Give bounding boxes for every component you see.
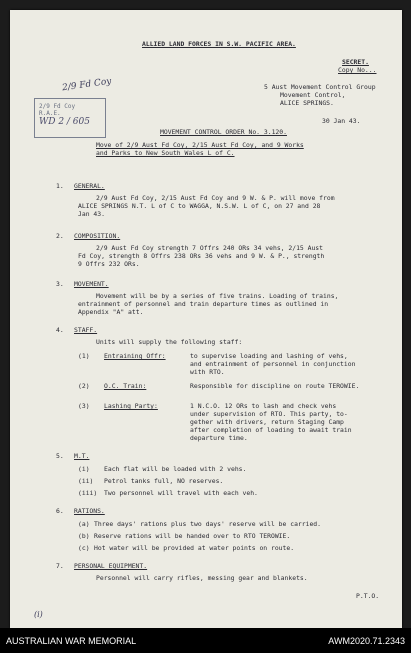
document-date: 30 Jan 43. <box>322 117 361 125</box>
section-title: M.T. <box>74 452 90 460</box>
staff-role: Lashing Party: <box>104 402 158 410</box>
section-number: 5. <box>56 452 64 460</box>
registry-stamp <box>34 98 106 138</box>
staff-duty-line: 1 N.C.O. 12 ORs to lash and check vehs <box>190 402 337 410</box>
staff-number: (2) <box>78 382 90 390</box>
list-item-number: (i) <box>78 465 90 473</box>
list-item-text: Hot water will be provided at water points on route. <box>94 544 295 552</box>
section-number: 1. <box>56 182 64 190</box>
document-heading: ALLIED LAND FORCES IN S.W. PACIFIC AREA. <box>142 40 296 48</box>
staff-role: O.C. Train: <box>104 382 147 390</box>
secret-marking: SECRET. <box>342 58 369 66</box>
footer-accession-number: AWM2020.71.2343 <box>328 636 405 646</box>
staff-duty-line: under supervision of RTO. This party, to- <box>190 410 348 418</box>
list-item-number: (ii) <box>78 477 94 485</box>
footer-institution: AUSTRALIAN WAR MEMORIAL <box>6 636 137 646</box>
staff-duty-line: and entrainment of personnel in conjunction <box>190 360 356 368</box>
section-text-line: Appendix "A" att. <box>78 308 144 316</box>
list-item-text: Three days' rations plus two days' reserve will be carried. <box>94 520 322 528</box>
section-text-line: Units will supply the following staff: <box>96 338 243 346</box>
copy-number: Copy No... <box>338 66 377 74</box>
section-text-line: 9 Offrs 232 ORs. <box>78 260 140 268</box>
staff-duty-line: with RTO. <box>190 368 225 376</box>
section-text-line: Jan 43. <box>78 210 105 218</box>
list-item-number: (a) <box>78 520 90 528</box>
stamp-line-1: 2/9 Fd Coy R.A.E. <box>39 103 76 117</box>
sender-line: ALICE SPRINGS. <box>280 99 334 107</box>
section-text-line: Personnel will carry rifles, messing gear and blankets. <box>96 574 308 582</box>
section-number: 2. <box>56 232 64 240</box>
order-subject-line: and Parks to New South Wales L of C. <box>96 149 235 157</box>
section-text-line: Movement will be by a series of five trains. Loading of trains, <box>96 292 339 300</box>
list-item-text: Petrol tanks full, NO reserves. <box>104 477 224 485</box>
list-item-number: (iii) <box>78 489 98 497</box>
section-title: STAFF. <box>74 326 98 334</box>
section-title: RATIONS. <box>74 507 105 515</box>
section-text-line: 2/9 Aust Fd Coy strength 7 Offrs 240 ORs 34 vehs, 2/15 Aust <box>96 244 324 252</box>
staff-duty-line: Responsible for discipline on route TEROWIE. <box>190 382 360 390</box>
section-text-line: entrainment of personnel and train departure times as outlined in <box>78 300 329 308</box>
stamp-line-2: WD 2 / 605 <box>39 117 90 127</box>
handwritten-unit-annotation: 2/9 Fd Coy <box>61 76 113 94</box>
staff-role: Entraining Offr: <box>104 352 166 360</box>
section-number: 6. <box>56 507 64 515</box>
sender-line: 5 Aust Movement Control Group <box>264 83 376 91</box>
archive-footer <box>0 628 411 653</box>
sender-line: Movement Control, <box>280 91 346 99</box>
section-title: PERSONAL EQUIPMENT. <box>74 562 148 570</box>
list-item-number: (b) <box>78 532 90 540</box>
staff-duty-line: after completion of loading to await train <box>190 426 352 434</box>
section-text-line: Fd Coy, strength 8 Offrs 238 ORs 36 vehs and 9 W. & P., strength <box>78 252 325 260</box>
section-title: GENERAL. <box>74 182 105 190</box>
order-title: MOVEMENT CONTROL ORDER No. 3.120. <box>160 128 287 136</box>
staff-duty-line: gether with drivers, return Staging Camp <box>190 418 344 426</box>
section-text-line: 2/9 Aust Fd Coy, 2/15 Aust Fd Coy and 9 W. & P. will move from <box>96 194 335 202</box>
section-title: MOVEMENT. <box>74 280 109 288</box>
staff-number: (1) <box>78 352 90 360</box>
section-number: 3. <box>56 280 64 288</box>
list-item-text: Reserve rations will be handed over to RTO TEROWIE. <box>94 532 291 540</box>
section-number: 7. <box>56 562 64 570</box>
section-title: COMPOSITION. <box>74 232 121 240</box>
page-turn-note: P.T.O. <box>356 592 380 600</box>
staff-number: (3) <box>78 402 90 410</box>
order-subject-line: Move of 2/9 Aust Fd Coy, 2/15 Aust Fd Coy, and 9 Works <box>96 141 304 149</box>
list-item-text: Two personnel will travel with each veh. <box>104 489 258 497</box>
list-item-number: (c) <box>78 544 90 552</box>
document-page <box>10 10 402 628</box>
section-number: 4. <box>56 326 64 334</box>
section-text-line: ALICE SPRINGS N.T. L of C to WAGGA, N.S.W. L of C, on 27 and 28 <box>78 202 321 210</box>
margin-annotation: (i) <box>34 610 43 619</box>
list-item-text: Each flat will be loaded with 2 vehs. <box>104 465 247 473</box>
staff-duty-line: to supervise loading and lashing of vehs, <box>190 352 348 360</box>
staff-duty-line: departure time. <box>190 434 248 442</box>
